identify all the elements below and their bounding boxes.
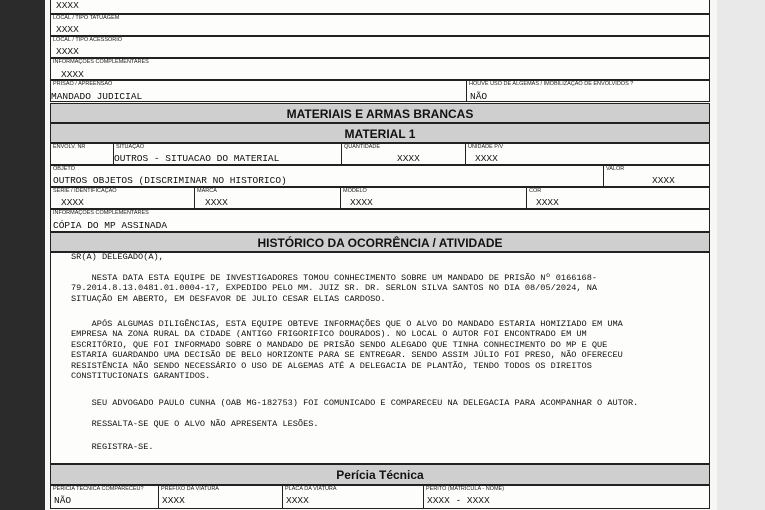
- tattoo-location-row: [50, 14, 710, 36]
- quantity-value: XXXX: [397, 153, 420, 164]
- complementary-info-value: XXXX: [61, 69, 84, 80]
- material-status-row: [50, 143, 710, 165]
- envolv-nr-label: ENVOLV. NR: [53, 144, 86, 150]
- expert-label: PERITO (MATRÍCULA - NOME): [426, 486, 505, 492]
- vehicle-prefix-value: XXXX: [162, 495, 185, 506]
- material-complementary-label: INFORMAÇÕES COMPLEMENTARES: [53, 210, 149, 216]
- history-text-box: [50, 252, 710, 464]
- object-label: OBJETO: [53, 166, 75, 172]
- materials-section-header: [50, 103, 710, 123]
- model-label: MODELO: [343, 188, 367, 194]
- material-1-title: MATERIAL 1: [344, 127, 416, 141]
- vehicle-prefix-label: PREFIXO DA VIATURA: [161, 486, 219, 492]
- brand-value: XXXX: [205, 197, 228, 208]
- history-section-title: HISTÓRICO DA OCORRÊNCIA / ATIVIDADE: [257, 236, 503, 250]
- arrest-row: [50, 80, 710, 102]
- material-1-header: [50, 123, 710, 143]
- quantity-label: QUANTIDADE: [344, 144, 381, 150]
- material-complementary-value: CÓPIA DO MP ASSINADA: [53, 220, 168, 231]
- object-row: [50, 165, 710, 187]
- forensics-attended-label: PERÍCIA TÉCNICA COMPARECEU?: [53, 486, 144, 492]
- forensics-attended-value: NÃO: [54, 495, 72, 506]
- accessory-location-value: XXXX: [56, 46, 79, 57]
- forensics-section-title: Perícia Técnica: [336, 468, 424, 482]
- serial-label: SÉRIE / IDENTIFICAÇÃO: [53, 188, 117, 194]
- color-value: XXXX: [536, 197, 559, 208]
- accessory-location-row: [50, 36, 710, 58]
- materials-section-title: MATERIAIS E ARMAS BRANCAS: [286, 107, 474, 121]
- complementary-info-row: [50, 58, 710, 80]
- color-label: COR: [529, 188, 542, 194]
- history-paragraph-1: NESTA DATA ESTA EQUIPE DE INVESTIGADORES TOMOU CONHECIMENTO SOBRE UM MANDADO DE PRISÃO Nº 0166168- 79.2014.8.13.0481.01.0004-17, EXPEDIDO PELO MM. JUIZ SR. DR. SERLON SILVA SANTOS NO DIA 08/05/2024, NA SITUAÇÃO EM ABERTO, EM DESFAVOR DE JULIO CESAR ELIAS CARDOSO.: [71, 273, 598, 304]
- object-value: OUTROS OBJETOS (DISCRIMINAR NO HISTORICO): [53, 175, 287, 186]
- material-complementary-row: [50, 209, 710, 232]
- value-value: XXXX: [652, 175, 675, 186]
- arrest-type-label: PRISÃO / APREENSÃO: [53, 81, 113, 87]
- handcuffs-value: NÃO: [470, 91, 488, 102]
- history-paragraph-4: RESSALTA-SE QUE O ALVO NÃO APRESENTA LESÕES.: [71, 419, 319, 429]
- vehicle-plate-value: XXXX: [286, 495, 309, 506]
- history-section-header: [50, 232, 710, 252]
- handcuffs-label: HOUVE USO DE ALGEMAS / IMOBILIZAÇÃO DE ENVOLVIDOS ?: [469, 81, 634, 87]
- serial-value: XXXX: [61, 197, 84, 208]
- history-paragraph-5: REGISTRA-SE.: [71, 442, 154, 452]
- expert-value: XXXX - XXXX: [427, 495, 490, 506]
- arrest-type-value: MANDADO JUDICIAL: [51, 91, 143, 102]
- model-value: XXXX: [350, 197, 373, 208]
- forensics-row: [50, 485, 710, 509]
- brand-label: MARCA: [197, 188, 217, 194]
- identification-row: [50, 187, 710, 209]
- situation-label: SITUAÇÃO: [116, 144, 145, 150]
- forensics-section-header: [50, 464, 710, 485]
- complementary-info-label: INFORMAÇÕES COMPLEMENTARES: [53, 59, 149, 65]
- value-label: VALOR: [606, 166, 625, 172]
- background-panel: [717, 0, 765, 510]
- top-field-value: XXXX: [56, 0, 79, 11]
- unit-value: XXXX: [475, 153, 498, 164]
- tattoo-location-label: LOCAL / TIPO TATUAGEM: [53, 15, 120, 21]
- situation-value: OUTROS - SITUACAO DO MATERIAL: [114, 153, 280, 164]
- history-paragraph-3: SEU ADVOGADO PAULO CUNHA (OAB MG-182753) FOI COMUNICADO E COMPARECEU NA DELEGACIA PARA ACOMPANHAR O AUTOR.: [71, 398, 639, 408]
- history-paragraph-2: APÓS ALGUMAS DILIGÊNCIAS, ESTA EQUIPE OBTEVE INFORMAÇÕES QUE O ALVO DO MANDADO ESTARIA HOMIZIADO EM UMA EMPRESA NA ZONA RURAL DA CIDADE (ANTIGO FRIGORIFICO DOURADOS). NO LOCAL O AUTOR FOI ENCONTRADO EM UM ESCRITÓRIO, QUE FOI INFORMADO SOBRE O MANDADO DE PRISÃO SENDO ALEGADO QUE TINHA CONHECIMENTO DO MP E QUE ESTARIA GUARDANDO UMA DECISÃO DE BELO HORIZONTE PARA SE ENTREGAR. SENDO ASSIM JÚLIO FOI PRESO, NÃO OFERECEU RESISTÊNCIA NÃO SENDO NECESSÁRIO O USO DE ALGEMAS ATÉ A DELEGACIA DE PLANTÃO, TENDO TODOS OS DIREITOS CONSTITUCIONAIS GARANTIDOS.: [71, 319, 623, 382]
- accessory-location-label: LOCAL / TIPO ACESSÓRIO: [53, 37, 123, 43]
- police-report-document: [45, 0, 717, 510]
- history-greeting: SR(A) DELEGADO(A),: [71, 252, 164, 262]
- unit-label: UNIDADE P/V: [468, 144, 504, 150]
- vehicle-plate-label: PLACA DA VIATURA: [285, 486, 337, 492]
- tattoo-location-value: XXXX: [56, 24, 79, 35]
- top-field-row: [50, 0, 710, 14]
